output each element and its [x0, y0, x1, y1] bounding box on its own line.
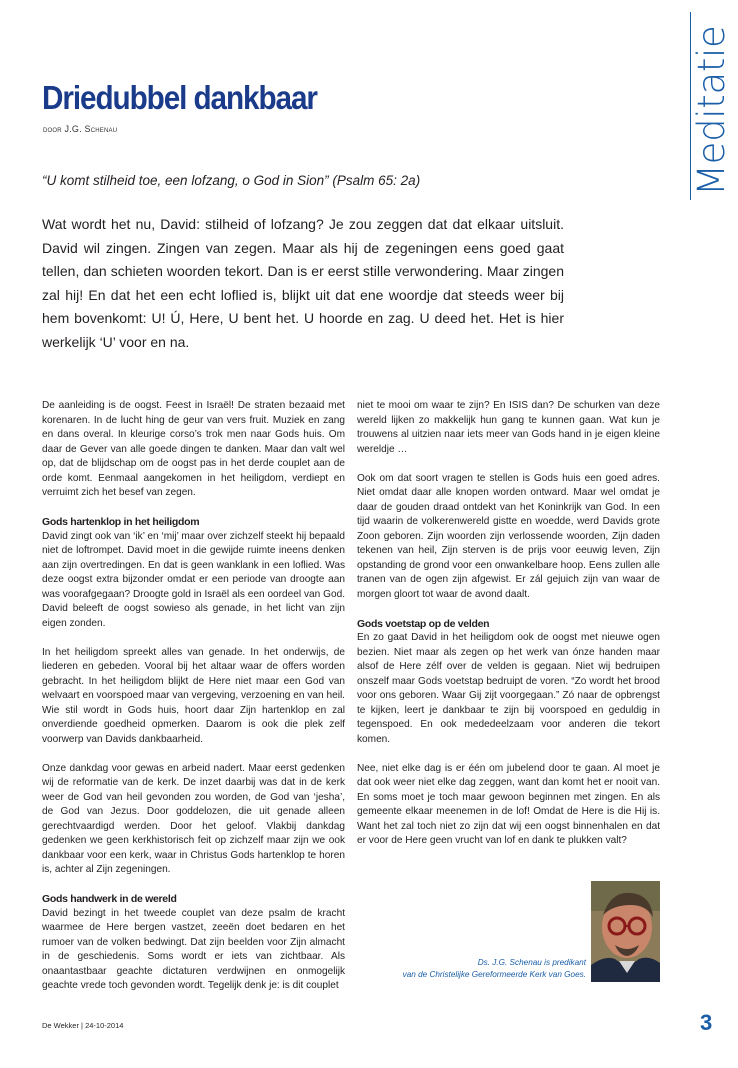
paragraph: De aanleiding is de oogst. Feest in Israël! De straten bezaaid met korenaren. In de lucht hing de geur van vers fruit. Muziek en zang en dans overal. In kleurige corso’s trok men naar Gods huis. Om daar de Gever van alle goede dingen te danken. Maar dan valt wel op, dat de blijdschap om de oogst pas in het derde couplet aan de orde komt. Eenmaal aangekomen in het heiligdom, verdiept en verruimt zich het besef van zegen. — [42, 400, 345, 498]
column-left — [42, 399, 345, 994]
paragraph: David zingt ook van ‘ik’ en ‘mij’ maar over zichzelf steekt hij bepaald niet de loftrompet. David moet in die gewijde ruimte ineens denken aan zijn overtredingen. En dat is geen wanklank in een loflied. Was deze oogst extra bijzonder omdat er een periode van droogte aan was voorafgegaan? Droogte gold in Israël als een oordeel van God. David beleeft de oogst sowieso als genade, in het licht van zijn eigen zonden. — [42, 530, 345, 629]
paragraph: David bezingt in het tweede couplet van deze psalm de kracht waarmee de Here bergen vastzet, zeeën doet bedaren en het rumoer van de volken bedwingt. Dat zijn beelden voor Zijn almacht in de geschiedenis. Soms wordt er iets van zichtbaar. Als onaantastbaar geachte dictaturen verdwijnen en onmogelijk geachte vrede toch gevonden wordt. Tegelijk denk je: is dit couplet — [42, 907, 345, 991]
lead-paragraph: Wat wordt het nu, David: stilheid of lofzang? Je zou zeggen dat dat elkaar uitsluit. David wil zingen. Zingen van zegen. Maar als hij de zegeningen eens goed gaat tellen, dan schieten woorden tekort. Dan is er eerst stille verwondering. Maar zingen zal hij! En dat het een echt loflied is, blijkt uit dat ene woordje dat steeds weer bij hem bovenkomt: U! Ú, Here, U bent het. U hoorde en zag. U deed het. Het is hier werkelijk ‘U’ voor en na. — [42, 216, 564, 350]
paragraph: En zo gaat David in het heiligdom ook de oogst met nieuwe ogen bezien. Niet maar als zegen op het werk van ónze handen maar alsof de Here zélf over de velden is gegaan. Niet wij bedruipen onszelf maar Gods voetstap bedruipt de voren. “Zo wordt het brood voor ons geboren. Waar Gij zijt voorgegaan.” Zó naar de opbrengst te kijken, leert je dankbaar te zijn bij voorspoed en geduldig in tegenspoed. En ook mededeelzaam voor anderen die tekort komen. — [357, 632, 660, 745]
paragraph: In het heiligdom spreekt alles van genade. In het onderwijs, de liederen en gebeden. Vooral bij het altaar waar de offers worden gebracht. In het heiligdom blijkt de Here niet maar een God van welvaart en voorspoed maar van vergeving, verzoening en van heil. Wie stil wordt in Gods huis, hoort daar Zijn hartenklop en zal onverdiende goedheid opmerken. Daarom is ook die plek zelf voorwerp van Davids dankbaarheid. — [42, 646, 345, 745]
paragraph: Onze dankdag voor gewas en arbeid nadert. Maar eerst gedenken wij de reformatie van de kerk. De inzet daarbij was dat in de kerk weer de God van heil gevonden zou worden, de God van ‘jesha’, de God van Jezus. Door goddelozen, die uit genade alleen gerechtvaardigd werden. Door het geloof. Vlakbij dankdag gedenken we geen kerkhistorisch feit op zichzelf maar zijn we ook dankbaar voor een kerk, waar in Christus Gods hartenklop te horen is, achter al Zijn zegeningen. — [42, 762, 345, 875]
paragraph: niet te mooi om waar te zijn? En ISIS dan? De schurken van deze wereld lijken zo makkelijk hun gang te kunnen gaan. Wat kun je trouwens al uitzien naar iets meer van Gods hand in je eigen kleine wereldje … — [357, 400, 660, 455]
byline: door J.G. Schenau — [43, 124, 118, 134]
subheading-heiligdom: Gods hartenklop in het heiligdom — [42, 516, 200, 528]
author-photo — [591, 881, 660, 982]
subheading-velden: Gods voetstap op de velden — [357, 617, 490, 630]
article-title: Driedubbel dankbaar — [42, 79, 317, 116]
publication-footer: De Wekker | 24-10-2014 — [42, 1021, 124, 1030]
photo-caption — [340, 957, 586, 981]
subheading-wereld: Gods handwerk in de wereld — [42, 893, 177, 905]
paragraph: Nee, niet elke dag is er één om jubelend door te gaan. Al moet je dat ook weer niet elke dag zeggen, want dan komt het er nooit van. En soms moet je toch maar gewoon beginnen met zingen. En als gemeente elkaar meenemen in de lof! Omdat de Here is die Hij is. Want het zal toch niet zo zijn dat wij een oogst binnenhalen en dat er voor de Here geen vrucht van lof en dank te plukken valt? — [357, 762, 660, 846]
column-right — [357, 399, 660, 849]
caption-line: Ds. J.G. Schenau is predikant — [477, 958, 586, 967]
page-number: 3 — [700, 1010, 713, 1035]
section-label: Meditatie — [690, 25, 733, 196]
caption-line: van de Christelijke Gereformeerde Kerk van Goes. — [402, 970, 586, 979]
paragraph: Ook om dat soort vragen te stellen is Gods huis een goed adres. Niet omdat daar alle knopen worden ontward. Maar wel omdat je daar de gouden draad ontdekt van het Koninkrijk van God. In een tijd waarin de volkerenwereld gistte en woedde, werd Davids grote Zoon geboren. Zijn woorden zijn verlossende woorden, Zijn daden tekenen van heil, Zijn sterven is de prijs voor eeuwig leven, Zijn opstanding de grond voor een onwankelbare hoop. Eens zullen alle tranen van de ogen zijn afgewist. Er zál gejuich zijn van waar de morgen gloort tot waar de avond daalt. — [357, 472, 660, 600]
scripture-quote: “U komt stilheid toe, een lofzang, o God in Sion” (Psalm 65: 2a) — [42, 173, 421, 188]
